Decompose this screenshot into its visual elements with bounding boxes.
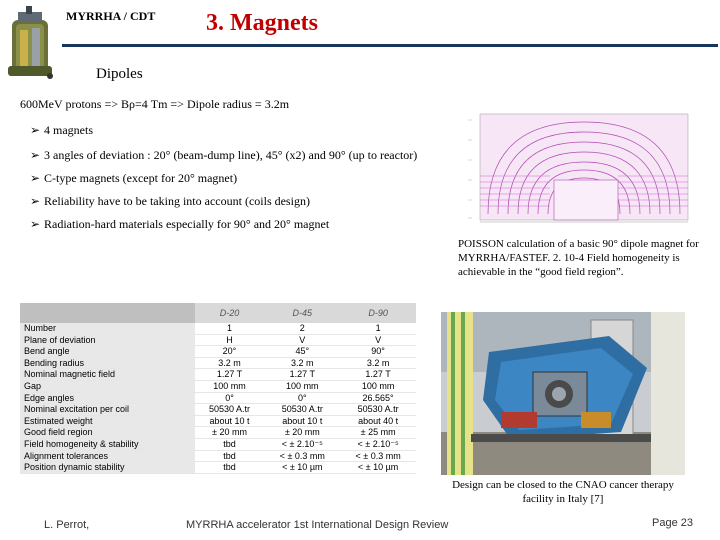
table-cell: 90° bbox=[340, 346, 416, 358]
table-cell: ± 25 mm bbox=[340, 427, 416, 439]
row-label: Field homogeneity & stability bbox=[20, 438, 195, 450]
table-cell: < ± 10 µm bbox=[264, 462, 340, 474]
arrow-bullet-icon: ➢ bbox=[30, 217, 41, 231]
table-cell: tbd bbox=[195, 450, 265, 462]
table-cell: V bbox=[264, 334, 340, 346]
slide-title: 3. Magnets bbox=[206, 10, 318, 36]
table-cell: about 10 t bbox=[195, 415, 265, 427]
table-cell: < ± 10 µm bbox=[340, 462, 416, 474]
table-cell: ± 20 mm bbox=[264, 427, 340, 439]
table-header-row bbox=[20, 303, 416, 323]
row-label: Gap bbox=[20, 380, 195, 392]
table-cell: 1.27 T bbox=[195, 369, 265, 381]
table-cell: 26.565° bbox=[340, 392, 416, 404]
table-header-cell bbox=[20, 303, 195, 323]
poisson-caption: POISSON calculation of a basic 90° dipole magnet for MYRRHA/FASTEF. 2. 10-4 Field homogeneity is achievable in the “good field region”. bbox=[458, 238, 699, 278]
row-label: Alignment tolerances bbox=[20, 450, 195, 462]
arrow-bullet-icon: ➢ bbox=[30, 171, 41, 185]
row-label: Plane of deviation bbox=[20, 334, 195, 346]
bullet-text: 4 magnets bbox=[44, 123, 93, 137]
table-header-cell: D-90 bbox=[340, 303, 416, 323]
row-label: Bend angle bbox=[20, 346, 195, 358]
table-cell: 1.27 T bbox=[340, 369, 416, 381]
bullet-text: 3 angles of deviation : 20° (beam-dump line), 45° (x2) and 90° (up to reactor) bbox=[44, 148, 418, 162]
table-cell: < ± 2.10⁻⁵ bbox=[264, 438, 340, 450]
table-cell: ± 20 mm bbox=[195, 427, 265, 439]
table-cell: about 10 t bbox=[264, 415, 340, 427]
cnao-magnet-photo bbox=[441, 312, 685, 475]
table-cell: 0° bbox=[264, 392, 340, 404]
row-label: Number bbox=[20, 323, 195, 334]
table-cell: 3.2 m bbox=[264, 357, 340, 369]
myrrha-logo-icon bbox=[4, 6, 60, 82]
table-row bbox=[20, 369, 416, 381]
bullet-text: Radiation-hard materials especially for 90° and 20° magnet bbox=[44, 217, 330, 231]
table-cell: 2 bbox=[264, 323, 340, 334]
table-row bbox=[20, 462, 416, 474]
table-cell: 1 bbox=[195, 323, 265, 334]
table-row bbox=[20, 380, 416, 392]
bullet-item bbox=[30, 217, 329, 232]
header-rule bbox=[62, 44, 718, 47]
table-cell: < ± 0.3 mm bbox=[340, 450, 416, 462]
row-label: Estimated weight bbox=[20, 415, 195, 427]
arrow-bullet-icon: ➢ bbox=[30, 194, 41, 208]
row-label: Nominal magnetic field bbox=[20, 369, 195, 381]
table-cell: 0° bbox=[195, 392, 265, 404]
table-cell: 1.27 T bbox=[264, 369, 340, 381]
row-label: Position dynamic stability bbox=[20, 462, 195, 474]
table-row bbox=[20, 415, 416, 427]
table-cell: tbd bbox=[195, 462, 265, 474]
photo-caption: Design can be closed to the CNAO cancer therapy facility in Italy [7] bbox=[452, 479, 674, 505]
table-cell: 45° bbox=[264, 346, 340, 358]
table-row bbox=[20, 346, 416, 358]
table-cell: 100 mm bbox=[195, 380, 265, 392]
table-row bbox=[20, 427, 416, 439]
table-cell: V bbox=[340, 334, 416, 346]
row-label: Edge angles bbox=[20, 392, 195, 404]
bullet-item bbox=[30, 171, 237, 186]
section-subtitle: Dipoles bbox=[96, 66, 143, 82]
row-label: Bending radius bbox=[20, 357, 195, 369]
table-row bbox=[20, 323, 416, 334]
table-cell: 3.2 m bbox=[340, 357, 416, 369]
table-cell: < ± 0.3 mm bbox=[264, 450, 340, 462]
table-cell: 50530 A.tr bbox=[264, 404, 340, 416]
poisson-field-plot bbox=[458, 110, 716, 234]
table-row bbox=[20, 357, 416, 369]
table-row bbox=[20, 392, 416, 404]
arrow-bullet-icon: ➢ bbox=[30, 123, 41, 137]
table-cell: 50530 A.tr bbox=[195, 404, 265, 416]
row-label: Nominal excitation per coil bbox=[20, 404, 195, 416]
footer-author: L. Perrot, bbox=[44, 519, 90, 531]
bullet-text: Reliability have to be taking into account (coils design) bbox=[44, 194, 310, 208]
table-row bbox=[20, 438, 416, 450]
table-header-cell: D-20 bbox=[195, 303, 265, 323]
table-cell: 100 mm bbox=[264, 380, 340, 392]
table-row bbox=[20, 450, 416, 462]
row-label: Good field region bbox=[20, 427, 195, 439]
table-cell: 1 bbox=[340, 323, 416, 334]
bullet-item bbox=[30, 148, 417, 163]
table-cell: H bbox=[195, 334, 265, 346]
table-cell: tbd bbox=[195, 438, 265, 450]
table-cell: 3.2 m bbox=[195, 357, 265, 369]
table-row bbox=[20, 334, 416, 346]
table-cell: < ± 2.10⁻⁵ bbox=[340, 438, 416, 450]
footer-event: MYRRHA accelerator 1st International Design Review bbox=[186, 519, 449, 531]
table-header-cell: D-45 bbox=[264, 303, 340, 323]
table-cell: 50530 A.tr bbox=[340, 404, 416, 416]
table-cell: about 40 t bbox=[340, 415, 416, 427]
org-label: MYRRHA / CDT bbox=[66, 9, 156, 23]
arrow-bullet-icon: ➢ bbox=[30, 148, 41, 162]
table-row bbox=[20, 404, 416, 416]
dipole-parameters-table bbox=[20, 303, 416, 474]
intro-line: 600MeV protons => Bρ=4 Tm => Dipole radius = 3.2m bbox=[20, 97, 290, 111]
bullet-item bbox=[30, 123, 93, 138]
table-cell: 20° bbox=[195, 346, 265, 358]
bullet-item bbox=[30, 194, 310, 209]
bullet-text: C-type magnets (except for 20° magnet) bbox=[44, 171, 238, 185]
footer-page-number: Page 23 bbox=[652, 517, 693, 529]
table-cell: 100 mm bbox=[340, 380, 416, 392]
